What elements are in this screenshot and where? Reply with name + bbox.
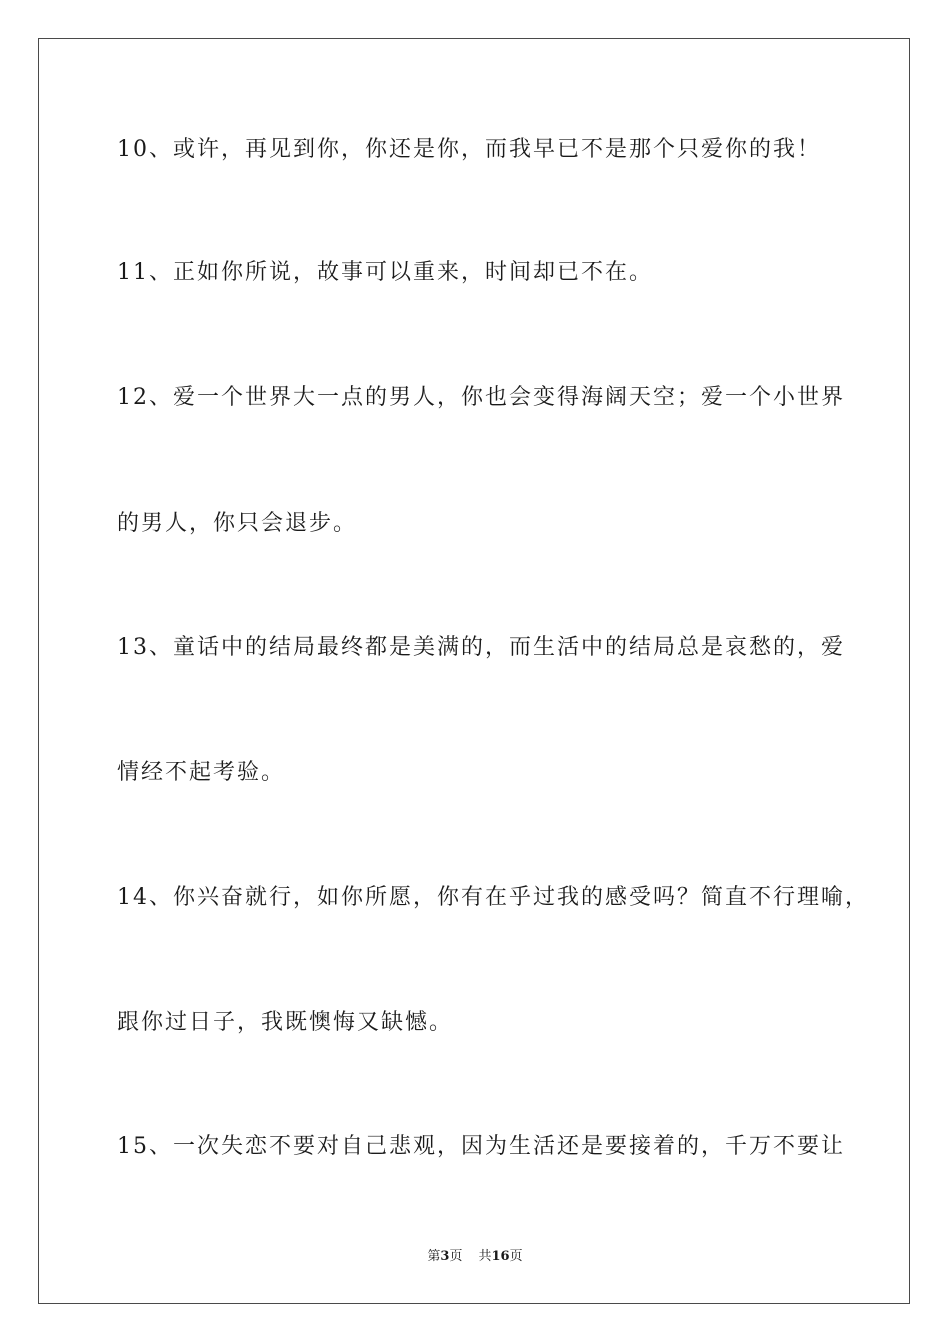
text-line-15: 15、一次失恋不要对自己悲观，因为生活还是要接着的，千万不要让	[117, 1134, 845, 1159]
footer-page-suffix: 页	[449, 1249, 463, 1264]
footer-total-pages: 16	[491, 1249, 510, 1264]
text-line-14: 14、你兴奋就行，如你所愿，你有在乎过我的感受吗？简直不行理喻，	[117, 885, 869, 910]
footer-total-suffix: 页	[509, 1249, 523, 1264]
text-line-11: 11、正如你所说，故事可以重来，时间却已不在。	[117, 260, 653, 285]
text-line-12-cont: 的男人，你只会退步。	[117, 511, 358, 536]
text-line-13-cont: 情经不起考验。	[117, 760, 286, 785]
footer-page-prefix: 第	[427, 1249, 441, 1264]
footer-page-number: 3	[440, 1249, 450, 1264]
page-footer	[0, 1248, 950, 1266]
text-line-10: 10、或许，再见到你，你还是你，而我早已不是那个只爱你的我！	[117, 137, 821, 162]
text-line-14-cont: 跟你过日子，我既懊悔又缺憾。	[117, 1010, 454, 1035]
text-line-13: 13、童话中的结局最终都是美满的，而生活中的结局总是哀愁的，爱	[117, 635, 845, 660]
footer-total-prefix: 共	[478, 1249, 492, 1264]
page-border	[38, 38, 910, 1304]
text-line-12: 12、爱一个世界大一点的男人，你也会变得海阔天空；爱一个小世界	[117, 385, 845, 410]
